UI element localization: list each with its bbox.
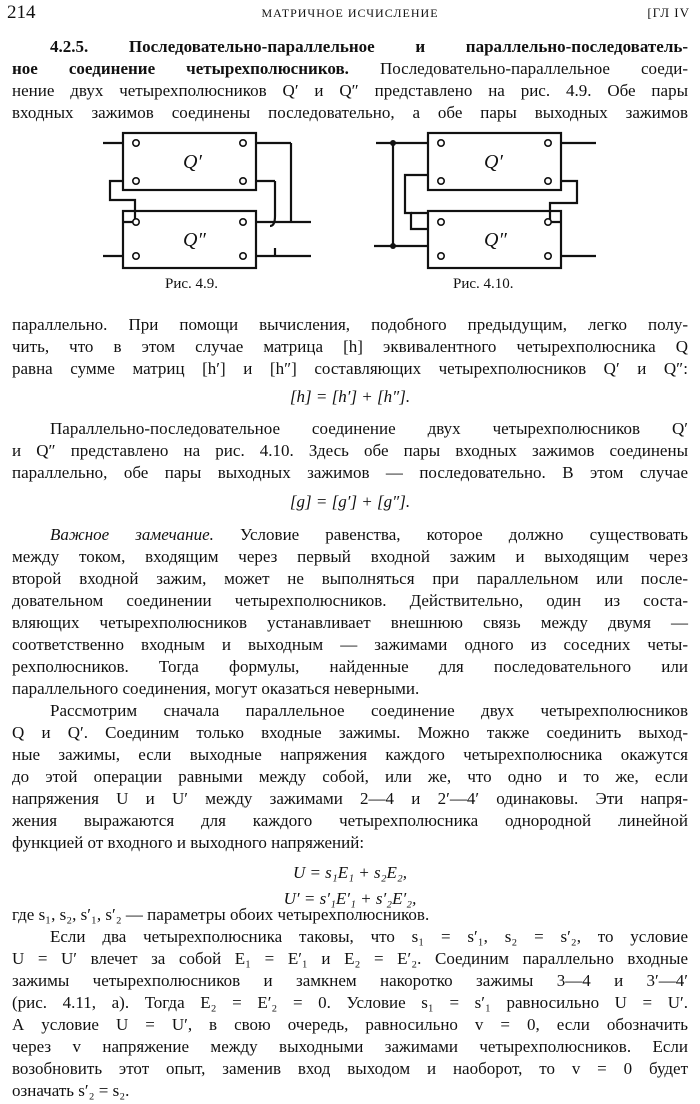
equation-u-prime: U′ = s′₁E′₁ + s′₂E′₂, [283,889,417,908]
paragraph7-line: означать s′₂ = s₂. [12,1081,130,1100]
paragraph1-start: Последовательно-параллельное соеди- [379,59,688,78]
paragraph5-line: напряжения U и U′ между зажимами 2—4 и 2′—4′ одинаковы. Эти напря- [12,789,688,808]
paragraph1-line: входных зажимов соединены последовательно, а обе пары выходных зажимов [12,103,688,122]
paragraph5-line: жения выражаются для каждого четырехполюсника однородной линейной [12,811,688,830]
paragraph-6 [12,904,688,926]
paragraph4-line: вляющих четырехполюсников устанавливает внешнюю связь между двумя — [12,613,688,632]
fig1-bottom-label: Q″ [183,229,206,251]
figures-svg [0,0,700,300]
paragraph1-line: нение двух четырехполюсников Q′ и Q″ представлено на рис. 4.9. Обе пары [12,81,688,100]
section-title-cont: ное соединение четырехполюсников. [12,59,349,78]
paragraph7-line: зажимы четырехполюсников и замкнем накоротко зажимы 3—4 и 3′—4′ [12,971,688,990]
paragraph5-line: до этой операции равными между собой, или же, что одно и то же, если [12,767,688,786]
fig2-caption: Рис. 4.10. [453,276,514,292]
paragraph5-line: Рассмотрим сначала параллельное соединение двух четырехполюсников [50,701,688,720]
figure-4-9-diagram [103,133,311,268]
figure-labels [183,151,507,251]
page-number: 214 [7,2,36,23]
paragraph4-line: второй входной зажим, может не выполняться при параллельном или после- [12,569,688,588]
fig1-caption: Рис. 4.9. [165,276,219,292]
paragraph-7 [12,926,688,1102]
fig2-bottom-label: Q″ [484,229,507,251]
fig1-top-label: Q′ [183,151,202,173]
section-title: Последовательно-параллельное и параллельно-последователь- [128,37,689,56]
paragraph4-line: довательном соединении четырехполюсников. Действительно, один из соста- [12,591,688,610]
paragraph2-line: равна сумме матриц [h′] и [h″] составляющих четырехполюсников Q′ и Q″: [12,359,688,378]
paragraph-2 [12,314,688,380]
paragraph4-line: рехполюсников. Тогда формулы, найденные для последовательного или [12,657,688,676]
paragraph6-line: где s₁, s₂, s′₁, s′₂ — параметры обоих четырехполюсников. [12,905,430,924]
paragraph5-line: Q и Q′. Соединим только входные зажимы. Можно также соединить выход- [12,723,688,742]
paragraph7-line: через v напряжение между выходными зажимами четырехполюсников. Если [12,1037,688,1056]
equation-u: U = s₁E₁ + s₂E₂, [292,863,408,882]
paragraph3-line: Параллельно-последовательное соединение двух четырехполюсников Q′ [50,419,688,438]
paragraph-5 [12,700,688,854]
paragraph2-line: чить, что в этом случае матрица [h] эквивалентного четырехполюсника Q [12,337,688,356]
running-title: МАТРИЧНОЕ ИСЧИСЛЕНИЕ [261,6,439,20]
paragraph4-line: соответственно входным и выходным — зажимами одного из соседних четы- [12,635,688,654]
paragraph7-line: А условие U = U′, в свою очередь, равносильно v = 0, если обозначить [12,1015,688,1034]
remark-label: Важное замечание. [50,525,214,544]
paragraph5-line: функцией от входного и выходного напряжений: [12,833,365,852]
equation-g: [g] = [g′] + [g″]. [289,492,411,511]
paragraph7-line: Если два четырехполюсника таковы, что s₁ = s′₁, s₂ = s′₂, то условие [50,927,688,946]
paragraph2-line: параллельно. При помощи вычисления, подобного предыдущим, легко полу- [12,315,688,334]
paragraph7-line: U = U′ влечет за собой E₁ = E′₁ и E₂ = E′₂. Соединим параллельно входные [12,949,688,968]
paragraph4-start: Условие равенства, которое должно существовать [240,525,688,544]
paragraph-3 [12,418,688,484]
paragraph-4 [12,524,688,700]
fig2-top-label: Q′ [484,151,503,173]
paragraph4-line: параллельного соединения, могут оказаться неверными. [12,679,420,698]
paragraph5-line: ные зажимы, если выходные напряжения каждого четырехполюсника окажутся [12,745,688,764]
paragraph4-line: между током, входящим через первый входной зажим и выходящим через [12,547,688,566]
equation-h: [h] = [h′] + [h″]. [289,387,411,406]
paragraph3-line: параллельно, обе пары выходных зажимов — последовательно. В этом случае [12,463,688,482]
paragraph7-line: возобновить этот опыт, заменив вход выходом и наоборот, то v = 0 будет [12,1059,688,1078]
paragraph7-line: (рис. 4.11, а). Тогда E₂ = E′₂ = 0. Условие s₁ = s′₁ равносильно U = U′. [12,993,688,1012]
chapter-label: [ГЛ IV [647,5,690,20]
paragraph3-line: и Q″ представлено на рис. 4.10. Здесь обе пары входных зажимов соединены [12,441,688,460]
section-number: 4.2.5. [50,37,89,56]
